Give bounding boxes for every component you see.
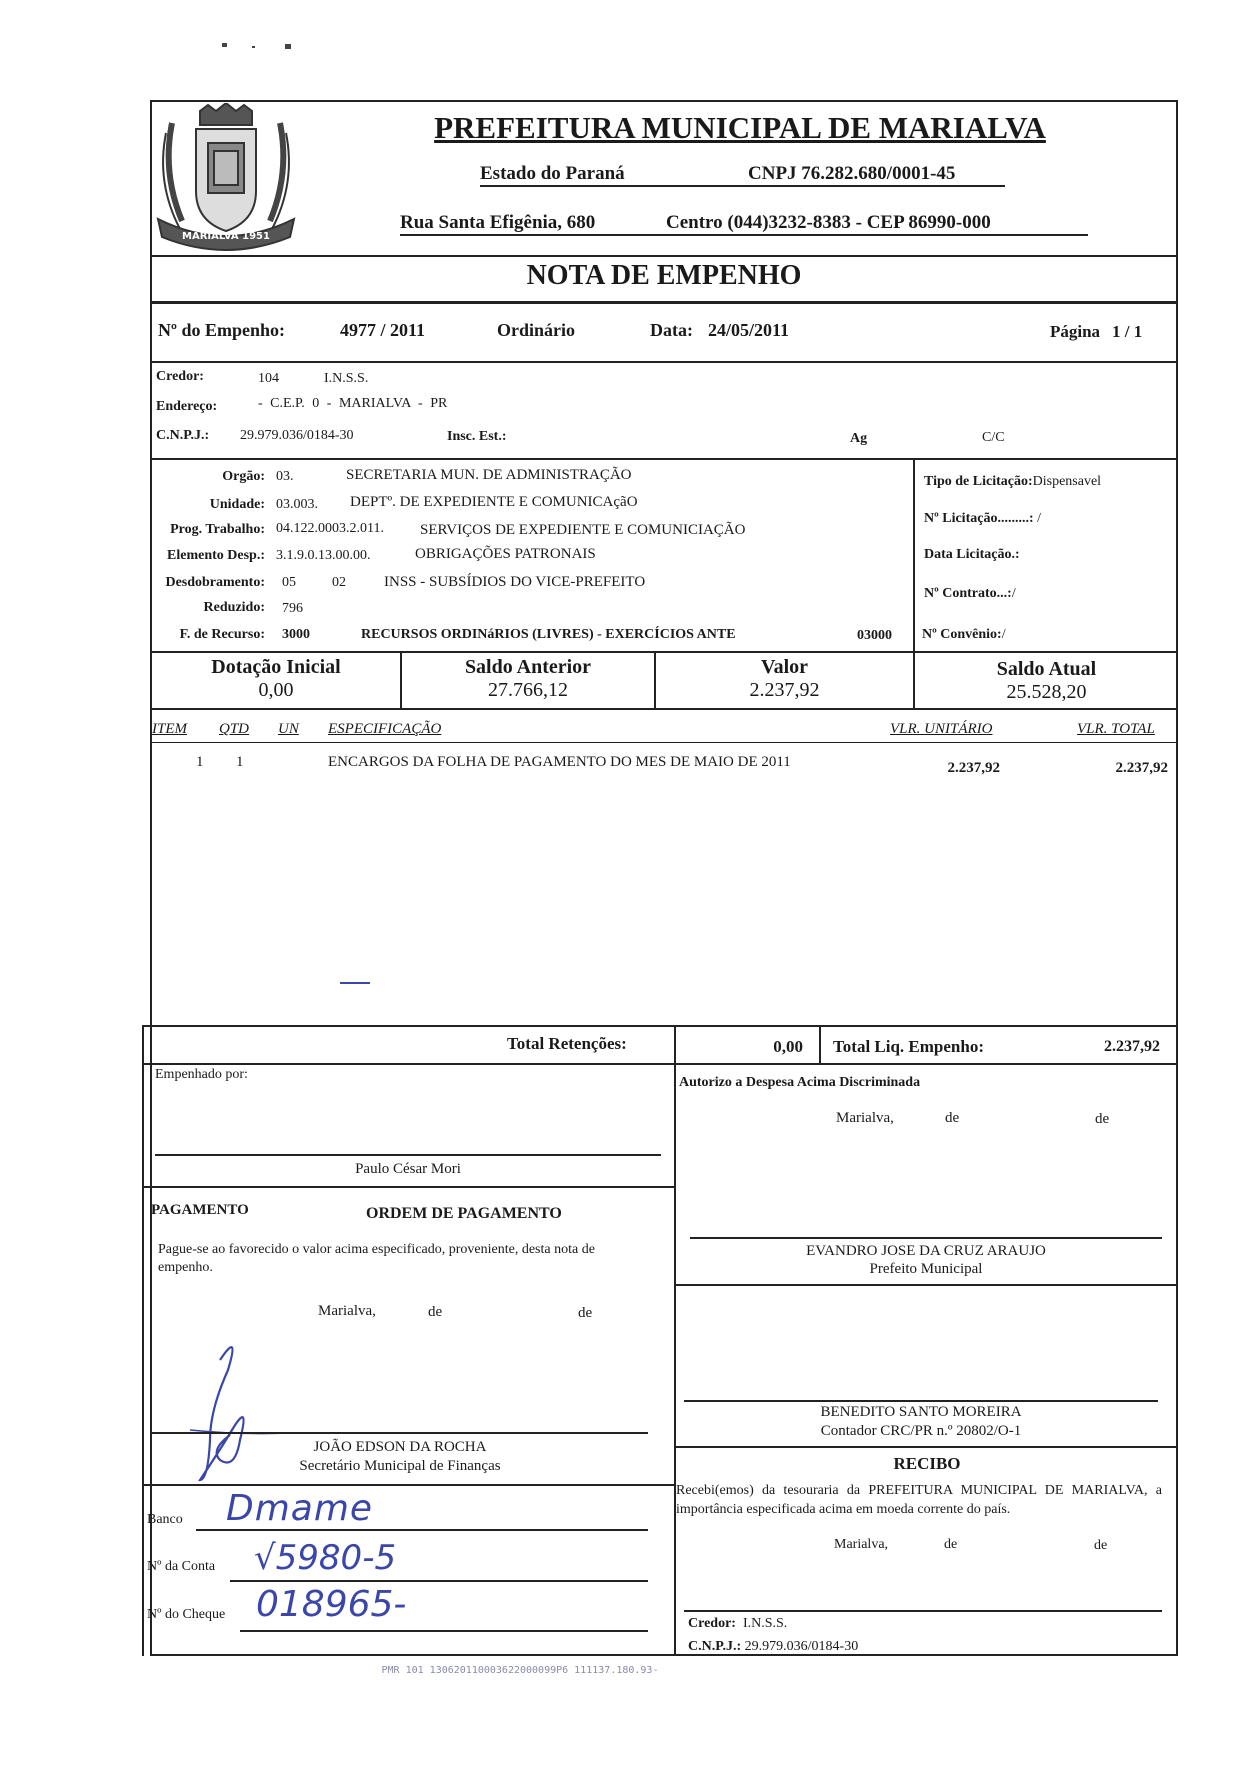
unidade-desc: DEPTº. DE EXPEDIENTE E COMUNICAçãO xyxy=(350,494,638,510)
divider xyxy=(150,361,1178,363)
saldo-atual-label: Saldo Atual xyxy=(996,658,1097,680)
pagamento-de1: de xyxy=(428,1304,443,1320)
banco-label: Banco xyxy=(147,1512,183,1527)
divider xyxy=(150,458,1178,460)
row-total: 2.237,92 xyxy=(1115,760,1168,776)
autorizo-de2: de xyxy=(1095,1111,1110,1127)
saldo-anterior xyxy=(402,656,654,702)
desd-code2: 02 xyxy=(332,575,346,590)
recurso-code: 3000 xyxy=(282,627,310,642)
licitacao-num xyxy=(924,511,1041,527)
address-label: Endereço: xyxy=(156,399,218,414)
divider xyxy=(142,1484,676,1486)
divider xyxy=(674,1446,1178,1448)
scan-speck xyxy=(222,43,227,47)
pagamento-label: PAGAMENTO xyxy=(151,1202,249,1218)
liquido-value: 2.237,92 xyxy=(1104,1038,1160,1055)
dotacao-inicial-value: 0,00 xyxy=(258,679,294,701)
state-underline xyxy=(480,185,1005,187)
recibo-de2: de xyxy=(1094,1538,1108,1553)
district-phone-cep: Centro (044)3232-8383 - CEP 86990-000 xyxy=(666,212,991,233)
licitacao-num-value: / xyxy=(1037,511,1041,526)
elem-code: 3.1.9.0.13.00.00. xyxy=(276,548,371,563)
autorizo-place: Marialva, xyxy=(836,1110,894,1126)
recibo-title: RECIBO xyxy=(893,1454,961,1473)
valor-value: 2.237,92 xyxy=(749,679,820,701)
divider xyxy=(142,1063,1178,1065)
credor-code: 104 xyxy=(258,371,279,386)
state: Estado do Paraná xyxy=(480,163,625,184)
doc-title: NOTA DE EMPENHO xyxy=(526,260,802,291)
address-underline xyxy=(400,234,1088,236)
unidade-code: 03.003. xyxy=(276,497,318,512)
autorizo-name: EVANDRO JOSE DA CRUZ ARAUJO xyxy=(806,1243,1046,1259)
row-spec: ENCARGOS DA FOLHA DE PAGAMENTO DO MES DE MAIO DE 2011 xyxy=(328,754,791,770)
desd-code1: 05 xyxy=(282,575,296,590)
prog-code: 04.122.0003.2.011. xyxy=(276,521,384,536)
credor-cnpj: 29.979.036/0184-30 xyxy=(240,428,354,443)
recurso-desc: RECURSOS ORDINáRIOS (LIVRES) - EXERCÍCIOS ANTE xyxy=(361,627,736,642)
coat-of-arms xyxy=(152,103,300,253)
licitacao-tipo-value: Dispensavel xyxy=(1032,474,1102,489)
conta-label: Nº da Conta xyxy=(147,1559,216,1574)
coat-of-arms-text: MARIALVA 1951 xyxy=(182,231,270,242)
col-total: VLR. TOTAL xyxy=(1077,721,1155,737)
col-unit: VLR. UNITÁRIO xyxy=(890,721,993,737)
col-item: ITEM xyxy=(152,721,187,737)
recibo-cnpj-label: C.N.P.J.: xyxy=(688,1639,742,1654)
recibo-place: Marialva, xyxy=(834,1537,889,1552)
signature-line xyxy=(690,1237,1162,1239)
saldo-anterior-label: Saldo Anterior xyxy=(464,656,592,678)
dotacao-inicial-label: Dotação Inicial xyxy=(211,656,341,678)
empenho-number-label: Nº do Empenho: xyxy=(158,320,285,340)
page-label: Página xyxy=(1050,322,1101,341)
row-unit: 2.237,92 xyxy=(947,760,1000,776)
autorizo-de1: de xyxy=(945,1110,960,1126)
contrato-label: Nº Contrato...: xyxy=(924,586,1012,601)
row-item: 1 xyxy=(196,754,204,770)
pen-mark xyxy=(340,982,370,984)
fill-line xyxy=(196,1529,648,1531)
recibo-cnpj-value: 29.979.036/0184-30 xyxy=(744,1639,859,1654)
empenho-type: Ordinário xyxy=(497,320,576,340)
credor-label: Credor: xyxy=(156,369,204,384)
licitacao-tipo xyxy=(924,474,1101,490)
vertical-divider xyxy=(913,458,915,652)
footer-code: PMR 101 130620110003622000099P6 111137.180.93- xyxy=(381,1665,659,1676)
signature-line xyxy=(684,1610,1162,1612)
elem-label: Elemento Desp.: xyxy=(167,548,265,563)
divider xyxy=(150,651,1178,653)
date: 24/05/2011 xyxy=(708,320,790,340)
convenio xyxy=(922,627,1006,643)
convenio-value: / xyxy=(1001,627,1006,642)
valor xyxy=(656,656,913,702)
contrato-value: / xyxy=(1011,586,1016,601)
banco-value: Dmame xyxy=(226,1488,374,1529)
autorizo-label: Autorizo a Despesa Acima Discriminada xyxy=(679,1075,921,1090)
divider xyxy=(150,255,1178,257)
retencoes-value: 0,00 xyxy=(773,1037,803,1056)
orgao-label: Orgão: xyxy=(222,469,265,484)
cnpj-label: C.N.P.J.: xyxy=(156,428,210,443)
desd-desc: INSS - SUBSÍDIOS DO VICE-PREFEITO xyxy=(384,574,646,590)
licitacao-tipo-label: Tipo de Licitação: xyxy=(924,474,1033,489)
retencoes-label: Total Retenções: xyxy=(507,1034,627,1053)
conta-value: √5980-5 xyxy=(254,1538,397,1578)
unidade-label: Unidade: xyxy=(209,497,265,512)
cc-label: C/C xyxy=(982,430,1005,445)
date-label: Data: xyxy=(650,320,693,340)
recibo-credor-label: Credor: xyxy=(688,1616,736,1631)
reduzido: 796 xyxy=(282,601,303,616)
page-title: PREFEITURA MUNICIPAL DE MARIALVA xyxy=(434,110,1046,145)
vertical-divider xyxy=(819,1027,821,1064)
frame-left-lower xyxy=(142,1025,144,1656)
row-qtd: 1 xyxy=(236,754,244,770)
scan-speck xyxy=(285,44,291,49)
empenhado-name: Paulo César Mori xyxy=(355,1161,461,1177)
divider xyxy=(674,1284,1178,1286)
saldo-atual-value: 25.528,20 xyxy=(1006,681,1087,703)
recibo-cnpj xyxy=(688,1639,858,1655)
signature-line xyxy=(152,1432,648,1434)
divider xyxy=(142,1025,1178,1027)
col-un: UN xyxy=(278,721,299,737)
col-spec: ESPECIFICAÇÃO xyxy=(328,721,442,737)
elem-desc: OBRIGAÇÕES PATRONAIS xyxy=(415,546,596,562)
credor-name: I.N.S.S. xyxy=(324,371,369,386)
pagamento-place: Marialva, xyxy=(318,1303,376,1319)
contador-role: Contador CRC/PR n.º 20802/O-1 xyxy=(820,1423,1022,1439)
recurso-label: F. de Recurso: xyxy=(179,627,265,642)
page-number: 1 / 1 xyxy=(1112,322,1143,341)
licitacao-data-label: Data Licitação.: xyxy=(924,547,1020,562)
fill-line xyxy=(230,1580,648,1582)
vertical-divider xyxy=(674,1063,676,1656)
credor-address: - C.E.P. 0 - MARIALVA - PR xyxy=(258,396,448,411)
contador-name: BENEDITO SANTO MOREIRA xyxy=(820,1404,1022,1420)
saldo-atual xyxy=(915,658,1178,704)
autorizo-role: Prefeito Municipal xyxy=(869,1261,983,1277)
licitacao-num-label: Nº Licitação.........: xyxy=(924,511,1034,526)
recibo-credor-value: I.N.S.S. xyxy=(742,1616,788,1631)
orgao-desc: SECRETARIA MUN. DE ADMINISTRAÇÃO xyxy=(346,467,632,483)
signature-line xyxy=(155,1154,661,1156)
signature-line xyxy=(684,1400,1158,1402)
cheque-label: Nº do Cheque xyxy=(147,1607,226,1622)
vertical-divider xyxy=(674,1025,676,1064)
header-underline xyxy=(150,742,1178,743)
desd-label: Desdobramento: xyxy=(165,575,265,590)
prog-label: Prog. Trabalho: xyxy=(170,522,265,537)
dotacao-inicial xyxy=(152,656,400,702)
valor-label: Valor xyxy=(760,656,809,678)
divider xyxy=(142,1186,676,1188)
pagamento-name: JOÃO EDSON DA ROCHA xyxy=(313,1439,487,1455)
contrato xyxy=(924,586,1016,602)
saldo-anterior-value: 27.766,12 xyxy=(488,679,568,701)
pagamento-text: Pague-se ao favorecido o valor acima especificado, proveniente, desta nota de empenho. xyxy=(158,1242,595,1275)
fill-line xyxy=(240,1630,648,1632)
ordem-label: ORDEM DE PAGAMENTO xyxy=(366,1205,562,1222)
empenho-number: 4977 / 2011 xyxy=(340,320,426,340)
pagamento-role: Secretário Municipal de Finanças xyxy=(299,1458,501,1474)
convenio-label: Nº Convênio: xyxy=(922,627,1002,642)
liquido-label: Total Liq. Empenho: xyxy=(833,1037,984,1056)
recurso-code2: 03000 xyxy=(857,628,892,643)
recibo-text: Recebi(emos) da tesouraria da PREFEITURA MUNICIPAL DE MARIALVA, a importância especificada acima em moeda corrente do país. xyxy=(676,1483,1162,1517)
recibo-credor xyxy=(688,1616,787,1632)
prog-desc: SERVIÇOS DE EXPEDIENTE E COMUNICIAÇÃO xyxy=(420,522,746,538)
cnpj: CNPJ 76.282.680/0001-45 xyxy=(748,163,956,184)
reduzido-label: Reduzido: xyxy=(203,600,265,615)
scan-speck xyxy=(252,46,255,48)
address: Rua Santa Efigênia, 680 xyxy=(400,212,596,233)
insc-label: Insc. Est.: xyxy=(447,429,507,444)
divider xyxy=(150,301,1178,304)
pagamento-de2: de xyxy=(578,1305,593,1321)
recibo-de1: de xyxy=(944,1537,958,1552)
divider xyxy=(150,708,1178,710)
cheque-value: 018965- xyxy=(256,1584,407,1625)
orgao-code: 03. xyxy=(276,469,294,484)
empenhado-label: Empenhado por: xyxy=(155,1067,248,1082)
ag-label: Ag xyxy=(850,431,868,446)
col-qtd: QTD xyxy=(219,721,250,737)
